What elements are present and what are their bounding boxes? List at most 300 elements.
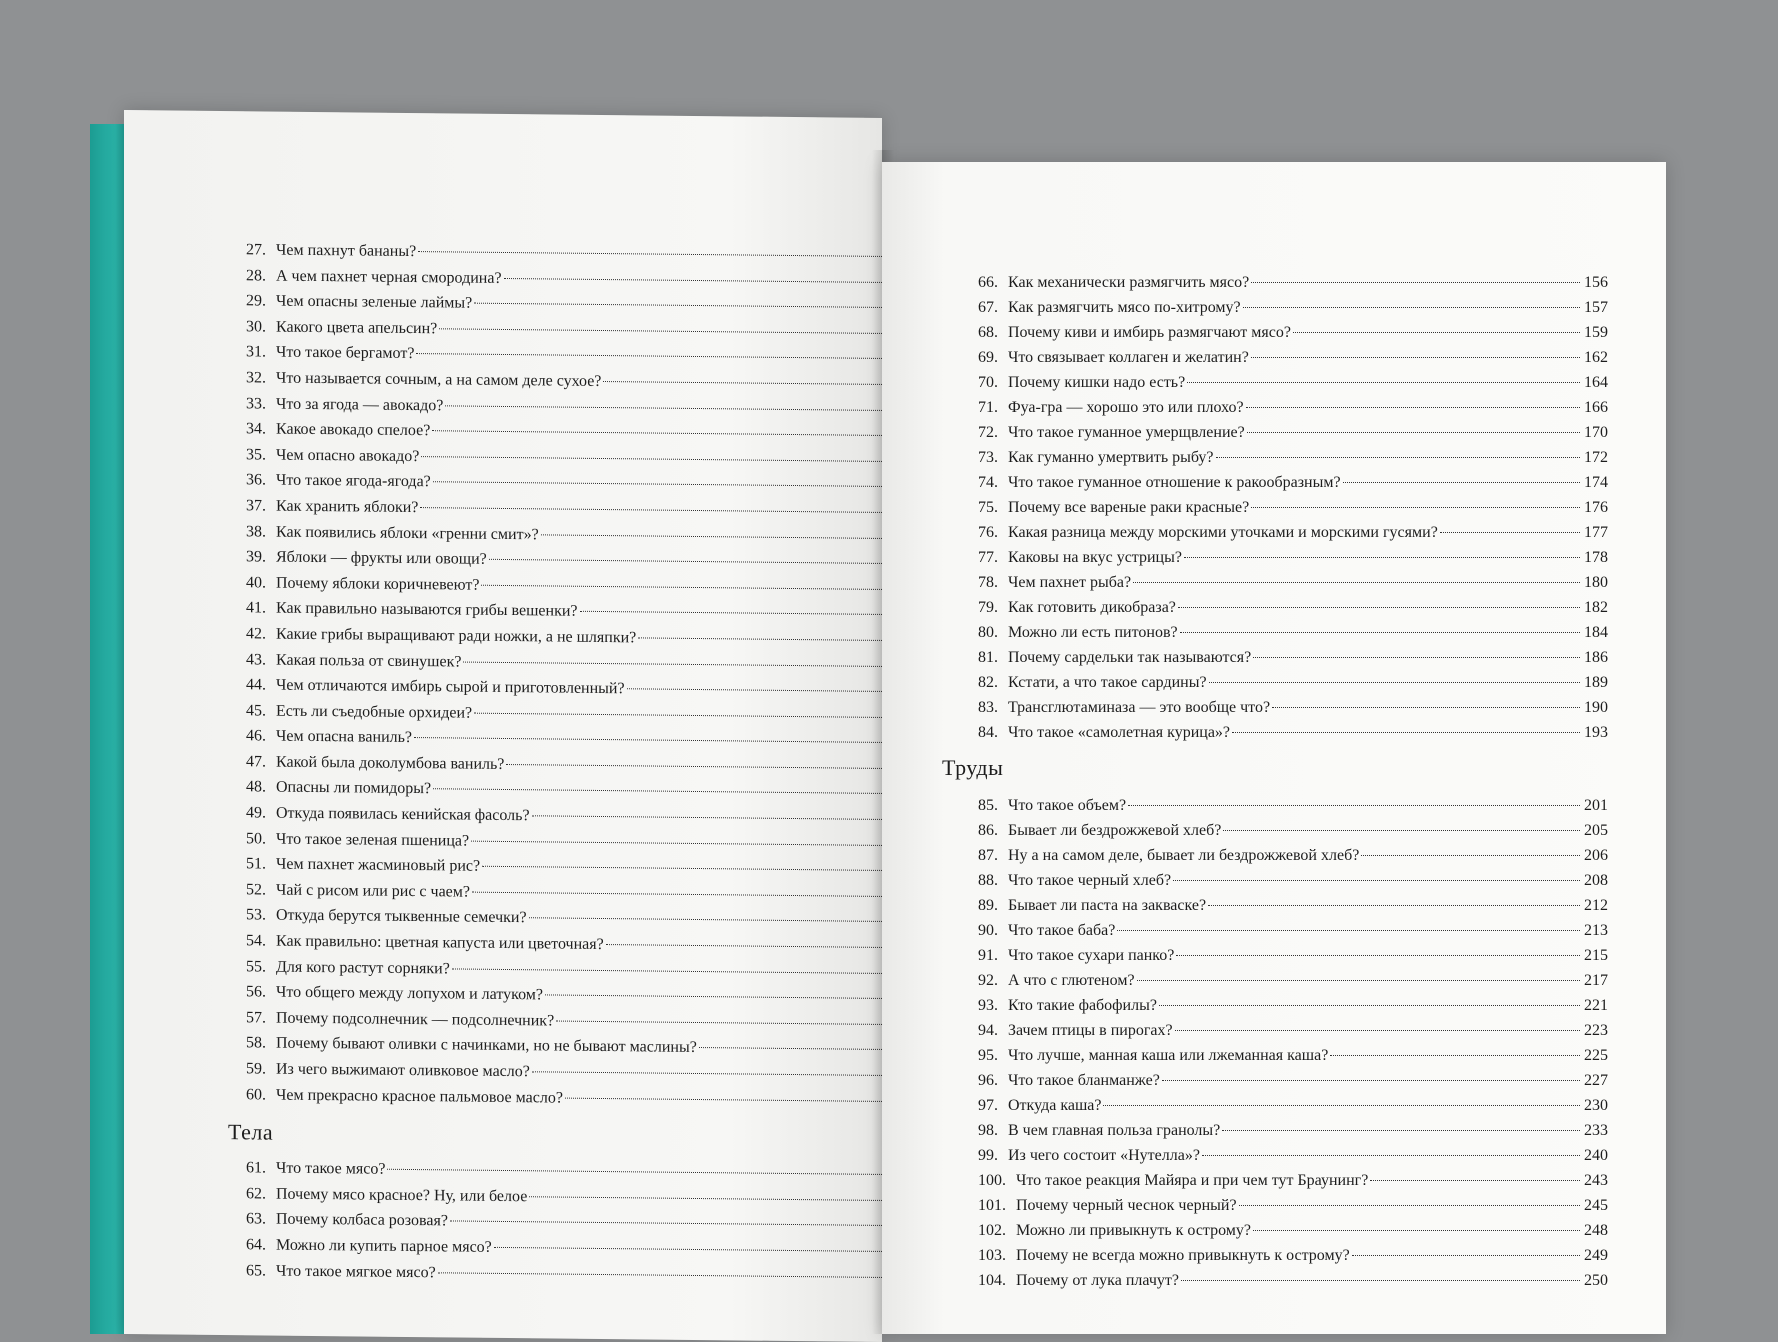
dot-leader <box>438 1272 882 1278</box>
toc-entry <box>964 868 1608 893</box>
toc-entry <box>964 520 1608 545</box>
entry-number: 30. <box>246 318 266 336</box>
toc-entry <box>964 620 1608 645</box>
entry-number: 89. <box>978 897 998 914</box>
dot-leader <box>1216 457 1580 458</box>
toc-entry <box>964 1093 1608 1118</box>
dot-leader <box>627 688 882 692</box>
dot-leader <box>1128 805 1580 806</box>
entry-page-number: 157 <box>1584 299 1608 316</box>
entry-number: 73. <box>978 449 998 466</box>
entry-number: 88. <box>978 872 998 889</box>
entry-number: 86. <box>978 822 998 839</box>
left-page <box>124 110 882 1342</box>
entry-number: 53. <box>246 906 266 924</box>
dot-leader <box>1181 1280 1580 1281</box>
entry-number: 99. <box>978 1147 998 1164</box>
entry-number: 36. <box>246 471 266 489</box>
entry-number: 82. <box>978 674 998 691</box>
toc-entry <box>964 943 1608 968</box>
entry-number: 47. <box>246 753 266 771</box>
dot-leader <box>1330 1055 1580 1056</box>
entry-title: Что такое зеленая пшеница? <box>276 830 470 850</box>
dot-leader <box>482 866 882 872</box>
entry-page-number: 174 <box>1584 474 1608 491</box>
entry-title: Какая разница между морскими уточками и морскими гусями? <box>1008 524 1438 541</box>
entry-number: 78. <box>978 574 998 591</box>
right-page <box>882 162 1666 1334</box>
entry-number: 101. <box>978 1197 1006 1214</box>
entry-number: 52. <box>246 881 266 899</box>
entry-title: Можно ли есть питонов? <box>1008 624 1178 641</box>
toc-footer-page <box>236 1283 882 1316</box>
dot-leader <box>420 507 882 513</box>
toc-entry <box>964 918 1608 943</box>
right-entries-a <box>964 270 1608 745</box>
entry-number: 34. <box>246 420 266 438</box>
dot-leader <box>472 891 882 897</box>
entry-number: 92. <box>978 972 998 989</box>
entry-number: 96. <box>978 1072 998 1089</box>
toc-entry <box>964 1243 1608 1268</box>
toc-entry <box>964 345 1608 370</box>
entry-page-number: 212 <box>1584 897 1608 914</box>
dot-leader <box>532 1071 882 1076</box>
entry-title: Почему бывают оливки с начинками, но не бывают маслины? <box>276 1034 697 1057</box>
toc-entry <box>964 843 1608 868</box>
entry-number: 68. <box>978 324 998 341</box>
entry-title: Как появились яблоки «гренни смит»? <box>276 523 539 543</box>
entry-page-number: 190 <box>1584 699 1608 716</box>
entry-number: 39. <box>246 548 266 566</box>
entry-number: 85. <box>978 797 998 814</box>
entry-page-number: 230 <box>1584 1097 1608 1114</box>
entry-number: 28. <box>246 266 266 285</box>
toc-entry <box>964 1218 1608 1243</box>
dot-leader <box>1178 607 1580 608</box>
dot-leader <box>1223 830 1580 831</box>
entry-number: 95. <box>978 1047 998 1064</box>
dot-leader <box>532 815 882 820</box>
entry-title: Можно ли привыкнуть к острому? <box>1016 1222 1252 1239</box>
toc-entry <box>964 993 1608 1018</box>
entry-title: Откуда берутся тыквенные семечки? <box>276 907 527 927</box>
entry-title: Почему яблоки коричневеют? <box>276 574 480 594</box>
entry-number: 35. <box>246 446 266 464</box>
dot-leader <box>489 559 882 565</box>
entry-title: Чем пахнет жасминовый рис? <box>276 855 481 875</box>
entry-page-number: 166 <box>1584 399 1608 416</box>
entry-page-number: 221 <box>1584 997 1608 1014</box>
entry-title: Как хранить яблоки? <box>276 497 419 517</box>
entry-number: 67. <box>978 299 998 316</box>
entry-number: 45. <box>246 701 266 720</box>
entry-number: 59. <box>246 1060 266 1078</box>
entry-number: 50. <box>246 829 266 848</box>
dot-leader <box>638 637 882 641</box>
entry-number: 57. <box>246 1009 266 1027</box>
entry-number: 42. <box>246 625 266 643</box>
entry-title: Можно ли купить парное мясо? <box>276 1236 492 1256</box>
entry-page-number: 177 <box>1584 524 1608 541</box>
entry-number: 71. <box>978 399 998 416</box>
toc-entry <box>964 570 1608 595</box>
dot-leader <box>439 328 882 334</box>
dot-leader <box>471 840 882 846</box>
dot-leader <box>1162 1080 1580 1081</box>
dot-leader <box>1176 955 1580 956</box>
entry-title: Почему колбаса розовая? <box>276 1210 448 1230</box>
entry-title: Что за ягода — авокадо? <box>276 395 444 414</box>
dot-leader <box>545 995 882 1000</box>
entry-number: 43. <box>246 650 266 668</box>
entry-number: 81. <box>978 649 998 666</box>
entry-title: Чай с рисом или рис с чаем? <box>276 881 470 901</box>
dot-leader <box>1175 1030 1580 1031</box>
dot-leader <box>445 405 882 411</box>
dot-leader <box>452 968 882 974</box>
entry-number: 100. <box>978 1172 1006 1189</box>
entry-number: 83. <box>978 699 998 716</box>
entry-page-number: 159 <box>1584 324 1608 341</box>
dot-leader <box>1246 407 1580 408</box>
entry-number: 60. <box>246 1085 266 1104</box>
entry-title: Чем опасна ваниль? <box>276 727 413 747</box>
toc-entry <box>964 1168 1608 1193</box>
toc-entry <box>964 893 1608 918</box>
entry-page-number: 193 <box>1584 724 1608 741</box>
dot-leader <box>1243 307 1580 308</box>
entry-page-number: 227 <box>1584 1072 1608 1089</box>
entry-title: Что такое мясо? <box>276 1159 386 1178</box>
toc-entry <box>964 595 1608 620</box>
entry-title: Как гуманно умертвить рыбу? <box>1008 449 1214 466</box>
entry-title: Чем пахнут бананы? <box>276 241 417 261</box>
entry-title: Что лучше, манная каша или лжеманная каша? <box>1008 1047 1329 1064</box>
toc-entry <box>964 445 1608 470</box>
entry-page-number: 186 <box>1584 649 1608 666</box>
entry-number: 84. <box>978 724 998 741</box>
entry-title: Что такое гуманное умерщвление? <box>1008 424 1245 441</box>
entry-title: Как механически размягчить мясо? <box>1008 274 1250 291</box>
entry-title: Что такое бергамот? <box>276 343 415 363</box>
dot-leader <box>580 611 882 616</box>
entry-number: 103. <box>978 1247 1006 1264</box>
entry-title: Почему кишки надо есть? <box>1008 374 1186 391</box>
entry-title: Какое авокадо спелое? <box>276 420 431 440</box>
entry-number: 97. <box>978 1097 998 1114</box>
toc-entry <box>964 670 1608 695</box>
entry-number: 91. <box>978 947 998 964</box>
entry-page-number: 249 <box>1584 1247 1608 1264</box>
dot-leader <box>504 278 882 284</box>
entry-page-number: 170 <box>1584 424 1608 441</box>
dot-leader <box>481 584 882 590</box>
entry-number: 27. <box>246 241 266 259</box>
toc-entry <box>964 695 1608 720</box>
dot-leader <box>474 303 882 309</box>
entry-title: Бывает ли бездрожжевой хлеб? <box>1008 822 1222 839</box>
entry-page-number: 164 <box>1584 374 1608 391</box>
entry-page-number: 205 <box>1584 822 1608 839</box>
entry-number: 93. <box>978 997 998 1014</box>
toc-entry <box>964 270 1608 295</box>
dot-leader <box>603 381 882 386</box>
dot-leader <box>1232 732 1580 733</box>
entry-title: Почему подсолнечник — подсолнечник? <box>276 1009 555 1030</box>
dot-leader <box>529 918 882 923</box>
dot-leader <box>1187 382 1580 383</box>
entry-number: 77. <box>978 549 998 566</box>
entry-title: А чем пахнет черная смородина? <box>276 267 502 287</box>
entry-title: Что такое реакция Майяра и при чем тут Браунинг? <box>1016 1172 1369 1189</box>
entry-page-number: 178 <box>1584 549 1608 566</box>
dot-leader <box>416 353 882 360</box>
entry-title: Опасны ли помидоры? <box>276 779 432 798</box>
entry-title: Как размягчить мясо по-хитрому? <box>1008 299 1241 316</box>
entry-title: Какие грибы выращивают ради ножки, а не шляпки? <box>276 625 637 647</box>
dot-leader <box>1202 1155 1580 1156</box>
dot-leader <box>529 1196 882 1201</box>
entry-number: 46. <box>246 727 266 745</box>
entry-title: Почему киви и имбирь размягчают мясо? <box>1008 324 1291 341</box>
toc-entry <box>964 1143 1608 1168</box>
toc-entry <box>964 1068 1608 1093</box>
entry-number: 62. <box>246 1185 266 1203</box>
dot-leader <box>1159 1005 1580 1006</box>
entry-number: 33. <box>246 394 266 413</box>
section-title-trudy: Труды <box>942 755 1004 780</box>
entry-number: 74. <box>978 474 998 491</box>
entry-title: Каковы на вкус устрицы? <box>1008 549 1182 566</box>
dot-leader <box>1247 432 1580 433</box>
right-toc <box>942 270 1608 1293</box>
entry-title: Трансглютаминаза — это вообще что? <box>1008 699 1271 716</box>
entry-page-number: 250 <box>1584 1272 1608 1289</box>
entry-title: Какой была доколумбова ваниль? <box>276 753 505 773</box>
dot-leader <box>1343 482 1580 483</box>
dot-leader <box>387 1169 882 1176</box>
left-entries-b <box>236 1155 882 1291</box>
dot-leader <box>433 482 882 488</box>
toc-entry <box>964 470 1608 495</box>
toc-entry <box>964 793 1608 818</box>
dot-leader <box>1440 532 1580 533</box>
entry-title: Что такое гуманное отношение к ракообразным? <box>1008 474 1341 491</box>
entry-number: 79. <box>978 599 998 616</box>
left-entries-a <box>236 237 882 1115</box>
entry-title: Как готовить дикобраза? <box>1008 599 1176 616</box>
toc-entry <box>964 1268 1608 1293</box>
left-toc <box>228 237 882 1316</box>
entry-title: Как правильно: цветная капуста или цветочная? <box>276 932 604 954</box>
toc-entry <box>964 1193 1608 1218</box>
dot-leader <box>463 661 882 667</box>
dot-leader <box>433 789 882 795</box>
entry-title: Ну а на самом деле, бывает ли бездрожжевой хлеб? <box>1008 847 1360 864</box>
entry-page-number: 184 <box>1584 624 1608 641</box>
entry-title: Кто такие фабофилы? <box>1008 997 1157 1014</box>
entry-number: 70. <box>978 374 998 391</box>
dot-leader <box>1137 980 1580 981</box>
dot-leader <box>1209 682 1580 683</box>
entry-title: Откуда каша? <box>1008 1097 1102 1114</box>
entry-page-number: 176 <box>1584 499 1608 516</box>
dot-leader <box>414 737 882 744</box>
entry-title: Какая польза от свинушек? <box>276 651 462 671</box>
dot-leader <box>1251 282 1580 283</box>
entry-number: 66. <box>978 274 998 291</box>
toc-entry <box>964 818 1608 843</box>
entry-title: Что общего между лопухом и латуком? <box>276 983 543 1004</box>
entry-title: Какого цвета апельсин? <box>276 318 438 338</box>
dot-leader <box>565 1097 882 1102</box>
dot-leader <box>1133 582 1580 583</box>
entry-title: Из чего выжимают оливковое масло? <box>276 1060 530 1081</box>
entry-title: Чем пахнет рыба? <box>1008 574 1132 591</box>
entry-title: Почему черный чеснок черный? <box>1016 1197 1237 1214</box>
entry-number: 69. <box>978 349 998 366</box>
section-title-tela: Тела <box>228 1119 274 1145</box>
dot-leader <box>1208 905 1580 906</box>
dot-leader <box>606 944 882 949</box>
entry-title: Что такое объем? <box>1008 797 1127 814</box>
entry-title: Откуда появилась кенийская фасоль? <box>276 804 530 825</box>
entry-number: 65. <box>246 1261 266 1280</box>
toc-entry <box>964 545 1608 570</box>
entry-title: Чем отличаются имбирь сырой и приготовленный? <box>276 676 625 698</box>
entry-number: 102. <box>978 1222 1006 1239</box>
dot-leader <box>432 430 882 436</box>
entry-title: В чем главная польза гранолы? <box>1008 1122 1221 1139</box>
entry-title: Что такое бланманже? <box>1008 1072 1160 1089</box>
entry-number: 51. <box>246 855 266 873</box>
dot-leader <box>699 1047 882 1051</box>
entry-number: 104. <box>978 1272 1006 1289</box>
entry-title: Кстати, а что такое сардины? <box>1008 674 1207 691</box>
entry-page-number: 156 <box>1584 274 1608 291</box>
toc-entry <box>964 320 1608 345</box>
entry-page-number: 180 <box>1584 574 1608 591</box>
entry-number: 63. <box>246 1210 266 1228</box>
dot-leader <box>1293 332 1580 333</box>
toc-entry <box>964 1043 1608 1068</box>
entry-title: Почему все вареные раки красные? <box>1008 499 1250 516</box>
entry-number: 75. <box>978 499 998 516</box>
entry-title: Чем опасно авокадо? <box>276 446 420 465</box>
entry-title: Что такое «самолетная курица»? <box>1008 724 1231 741</box>
toc-entry <box>964 495 1608 520</box>
entry-title: Яблоки — фрукты или овощи? <box>276 548 487 568</box>
entry-number: 54. <box>246 932 266 950</box>
entry-page-number: 240 <box>1584 1147 1608 1164</box>
toc-entry <box>964 968 1608 993</box>
dot-leader <box>556 1020 882 1025</box>
entry-page-number: 208 <box>1584 872 1608 889</box>
entry-title: Что такое сухари панко? <box>1008 947 1175 964</box>
entry-number: 94. <box>978 1022 998 1039</box>
dot-leader <box>1222 1130 1580 1131</box>
entry-number: 29. <box>246 292 266 310</box>
toc-entry <box>964 1118 1608 1143</box>
entry-number: 41. <box>246 599 266 617</box>
entry-page-number: 245 <box>1584 1197 1608 1214</box>
entry-page-number: 233 <box>1584 1122 1608 1139</box>
entry-number: 98. <box>978 1122 998 1139</box>
dot-leader <box>1253 1230 1580 1231</box>
entry-number: 37. <box>246 497 266 515</box>
toc-entry <box>964 370 1608 395</box>
entry-title: Почему не всегда можно привыкнуть к острому? <box>1016 1247 1350 1264</box>
entry-page-number: 215 <box>1584 947 1608 964</box>
entry-number: 44. <box>246 676 266 694</box>
entry-title: А что с глютеном? <box>1008 972 1135 989</box>
entry-page-number: 217 <box>1584 972 1608 989</box>
entry-page-number: 223 <box>1584 1022 1608 1039</box>
dot-leader <box>1239 1205 1580 1206</box>
entry-number: 80. <box>978 624 998 641</box>
entry-title: Почему от лука плачут? <box>1016 1272 1179 1289</box>
entry-number: 55. <box>246 957 266 976</box>
entry-title: Бывает ли паста на закваске? <box>1008 897 1207 914</box>
dot-leader <box>474 712 882 718</box>
entry-title: Что такое ягода-ягода? <box>276 471 431 491</box>
entry-number: 64. <box>246 1236 266 1254</box>
entry-title: Для кого растут сорняки? <box>276 958 450 978</box>
entry-title: Что такое баба? <box>1008 922 1116 939</box>
entry-page-number: 182 <box>1584 599 1608 616</box>
toc-entry <box>964 720 1608 745</box>
entry-title: Фуа-гра — хорошо это или плохо? <box>1008 399 1244 416</box>
entry-page-number: 206 <box>1584 847 1608 864</box>
entry-number: 76. <box>978 524 998 541</box>
entry-page-number: 243 <box>1584 1172 1608 1189</box>
dot-leader <box>1251 507 1580 508</box>
entry-number: 56. <box>246 983 266 1001</box>
dot-leader <box>541 534 882 539</box>
entry-number: 72. <box>978 424 998 441</box>
entry-title: Чем опасны зеленые лаймы? <box>276 292 473 312</box>
dot-leader <box>1370 1180 1580 1181</box>
entry-page-number: 248 <box>1584 1222 1608 1239</box>
dot-leader <box>418 251 882 257</box>
dot-leader <box>1253 657 1580 658</box>
dot-leader <box>450 1221 882 1227</box>
dot-leader <box>1117 930 1580 931</box>
entry-number: 87. <box>978 847 998 864</box>
entry-number: 61. <box>246 1159 266 1177</box>
toc-entry <box>964 395 1608 420</box>
entry-page-number: 172 <box>1584 449 1608 466</box>
entry-title: Чем прекрасно красное пальмовое масло? <box>276 1086 563 1107</box>
dot-leader <box>1173 880 1580 881</box>
entry-title: Как правильно называются грибы вешенки? <box>276 599 578 621</box>
entry-title: Что связывает коллаген и желатин? <box>1008 349 1249 366</box>
toc-entry <box>964 420 1608 445</box>
dot-leader <box>506 764 882 770</box>
entry-title: Почему мясо красное? Ну, или белое <box>276 1185 528 1206</box>
entry-title: Почему сардельки так называются? <box>1008 649 1252 666</box>
entry-number: 49. <box>246 804 266 822</box>
entry-number: 48. <box>246 778 266 796</box>
entry-title: Из чего состоит «Нутелла»? <box>1008 1147 1200 1164</box>
entry-title: Что такое черный хлеб? <box>1008 872 1172 889</box>
entry-number: 31. <box>246 343 266 361</box>
toc-entry <box>964 295 1608 320</box>
entry-page-number: 162 <box>1584 349 1608 366</box>
entry-title: Что такое мягкое мясо? <box>276 1262 436 1281</box>
toc-entry <box>964 645 1608 670</box>
